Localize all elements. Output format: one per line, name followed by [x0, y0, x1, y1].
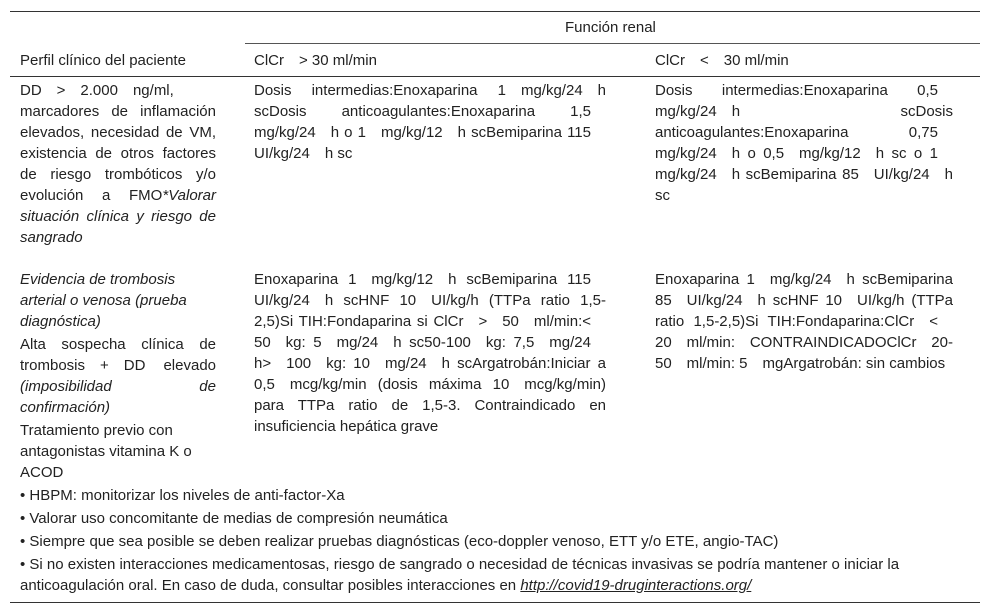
- row2-profile-suspicion: Alta sospecha clínica de trombosis + DD elevado (imposibilidad de confirmación): [20, 336, 216, 416]
- col-header-profile: Perfil clínico del paciente: [20, 52, 186, 69]
- top-rule: [10, 11, 980, 12]
- header-rule: [10, 76, 980, 77]
- row1-dose-clcr-gt30: Dosis intermedias:Enoxaparina 1 mg/kg/24 h scDosis anticoagulantes:Enoxaparina 1,5 mg/kg/24 h o 1 mg/kg/12 h scBemiparina 115 UI/kg/24 h sc: [254, 82, 606, 162]
- group-header-renal: Función renal: [565, 19, 656, 36]
- bottom-rule: [10, 602, 980, 603]
- row1-dose-clcr-lt30: Dosis intermedias:Enoxaparina 0,5 mg/kg/24 h scDosis anticoagulantes:Enoxaparina 0,75 mg/kg/24 h o 0,5 mg/kg/12 h sc o 1 mg/kg/24 h scBemiparina 85 UI/kg/24 h sc: [655, 82, 953, 204]
- group-header-rule: [245, 43, 980, 44]
- note-compression: • Valorar uso concomitante de medias de compresión neumática: [20, 510, 448, 527]
- row1-profile-text: DD > 2.000 ng/ml, marcadores de inflamación elevados, necesidad de VM, existencia de otros factores de riesgo trombóticos y/o evolución a FMO: [20, 82, 216, 204]
- row2-profile-evidence: Evidencia de trombosis arterial o venosa (prueba diagnóstica): [20, 271, 187, 330]
- row2-profile-previous-treatment: Tratamiento previo con antagonistas vitamina K o ACOD: [20, 422, 192, 481]
- col-header-clcr-gt30: ClCr > 30 ml/min: [254, 52, 377, 69]
- row2-profile: [20, 269, 216, 483]
- row2-dose-clcr-gt30: Enoxaparina 1 mg/kg/12 h scBemiparina 115 UI/kg/24 h scHNF 10 UI/kg/h (TTPa ratio 1,5-2,5)Si TIH:Fondaparina si ClCr > 50 ml/min:< 50 kg: 5 mg/24 h sc50-100 kg: 7,5 mg/24 h> 100 kg: 10 mg/24 h scArgatrobán:Iniciar a 0,5 mcg/kg/min (dosis máxima 10 mcg/kg/min) para TTPa ratio de 1,5-3. Contraindicado en insuficiencia hepática grave: [254, 271, 606, 435]
- note-hbpm: • HBPM: monitorizar los niveles de anti-factor-Xa: [20, 487, 345, 504]
- row2-dose-clcr-lt30: Enoxaparina 1 mg/kg/24 h scBemiparina 85 UI/kg/24 h scHNF 10 UI/kg/h (TTPa ratio 1,5-2,5)Si TIH:Fondaparina:ClCr < 20 ml/min: CONTRAINDICADOClCr 20-50 ml/min: 5 mgArgatrobán: sin cambios: [655, 271, 953, 372]
- row1-profile-note: *Valorar situación clínica y riesgo de sangrado: [20, 187, 216, 246]
- row1-profile: [20, 80, 216, 248]
- drug-interactions-link[interactable]: http://covid19-druginteractions.org/: [520, 577, 752, 594]
- col-header-clcr-lt30: ClCr < 30 ml/min: [655, 52, 789, 69]
- note-oral-anticoagulation: • Si no existen interacciones medicamentosas, riesgo de sangrado o necesidad de técnicas invasivas se podría mantener o iniciar la anticoagulación oral. En caso de duda, consultar posibles interacciones en http://covid19-druginteractions.org/: [20, 556, 900, 594]
- note-diagnostic-tests: • Siempre que sea posible se deben realizar pruebas diagnósticas (eco-doppler venoso, ETT y/o ETE, angio-TAC): [20, 533, 779, 550]
